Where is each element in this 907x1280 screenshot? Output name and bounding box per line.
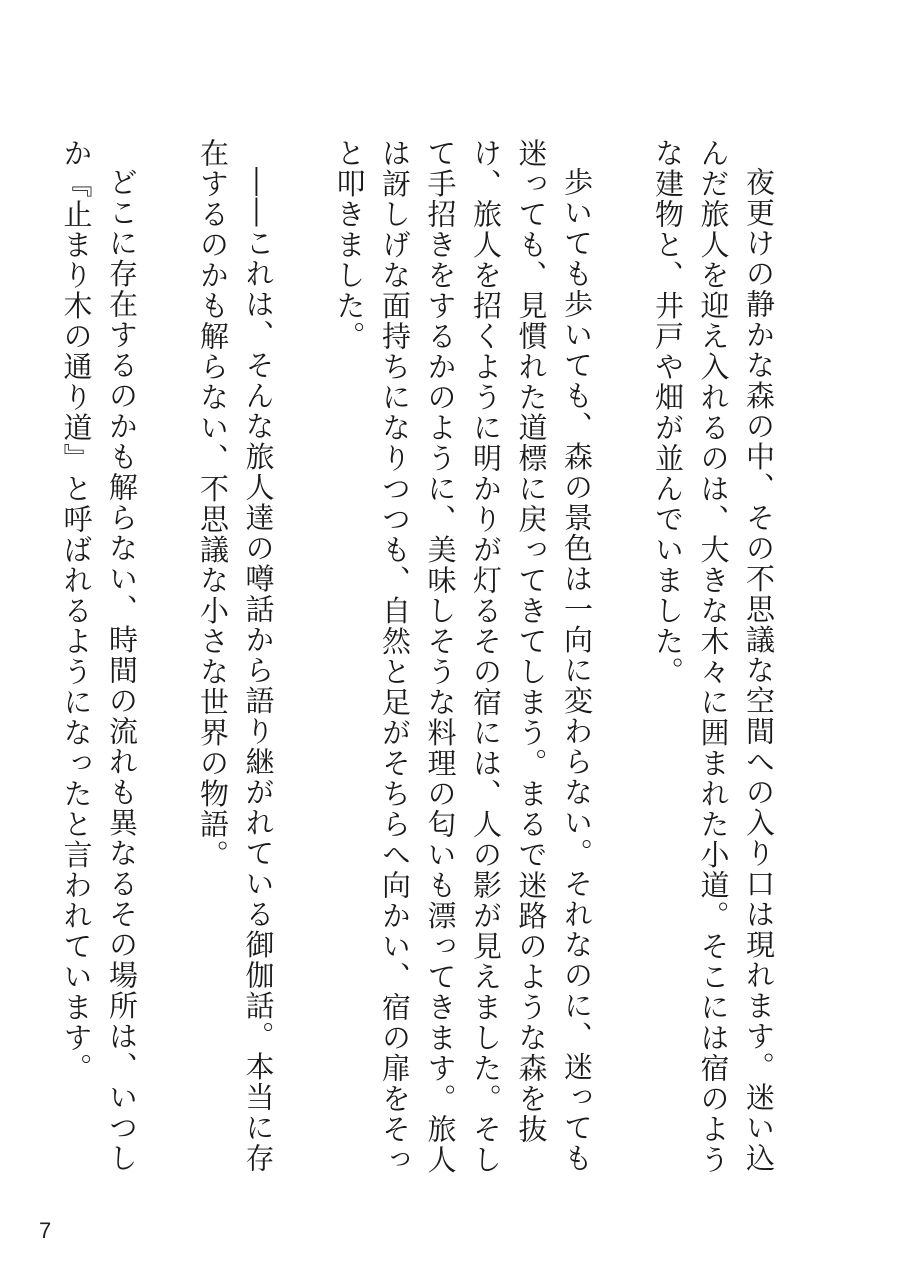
paragraph-2: 歩いても歩いても、森の景色は一向に変わらない。それなのに、迷っても迷っても、見慣れた道標に戻ってきてしまう。まるで迷路のような森を抜け、旅人を招くように明かりが灯るその宿には、人の影が見えました。そして手招きをするかのように、美味しそうな料理の匂いも漂ってきます。旅人は訝しげな面持ちになりつつも、自然と足がそちらへ向かい、宿の扉をそっと叩きました。 [332, 138, 594, 1175]
paragraph-3: ――これは、そんな旅人達の噂話から語り継がれている御伽話。本当に存在するのかも解らない、不思議な小さな世界の物語。 [196, 138, 276, 1174]
vertical-text-body [59, 138, 781, 1178]
page-number: 7 [39, 1218, 52, 1243]
paragraph-1: 夜更けの静かな森の中、その不思議な空間への入り口は現れます。迷い込んだ旅人を迎え入れるのは、大きな木々に囲まれた小道。そこには宿のような建物と、井戸や畑が並んでいました。 [651, 138, 776, 1175]
paragraph-4: どこに存在するのかも解らない、時間の流れも異なるその場所は、いつしか『止まり木の通り道』と呼ばれるようになったと言われています。 [59, 138, 139, 1174]
